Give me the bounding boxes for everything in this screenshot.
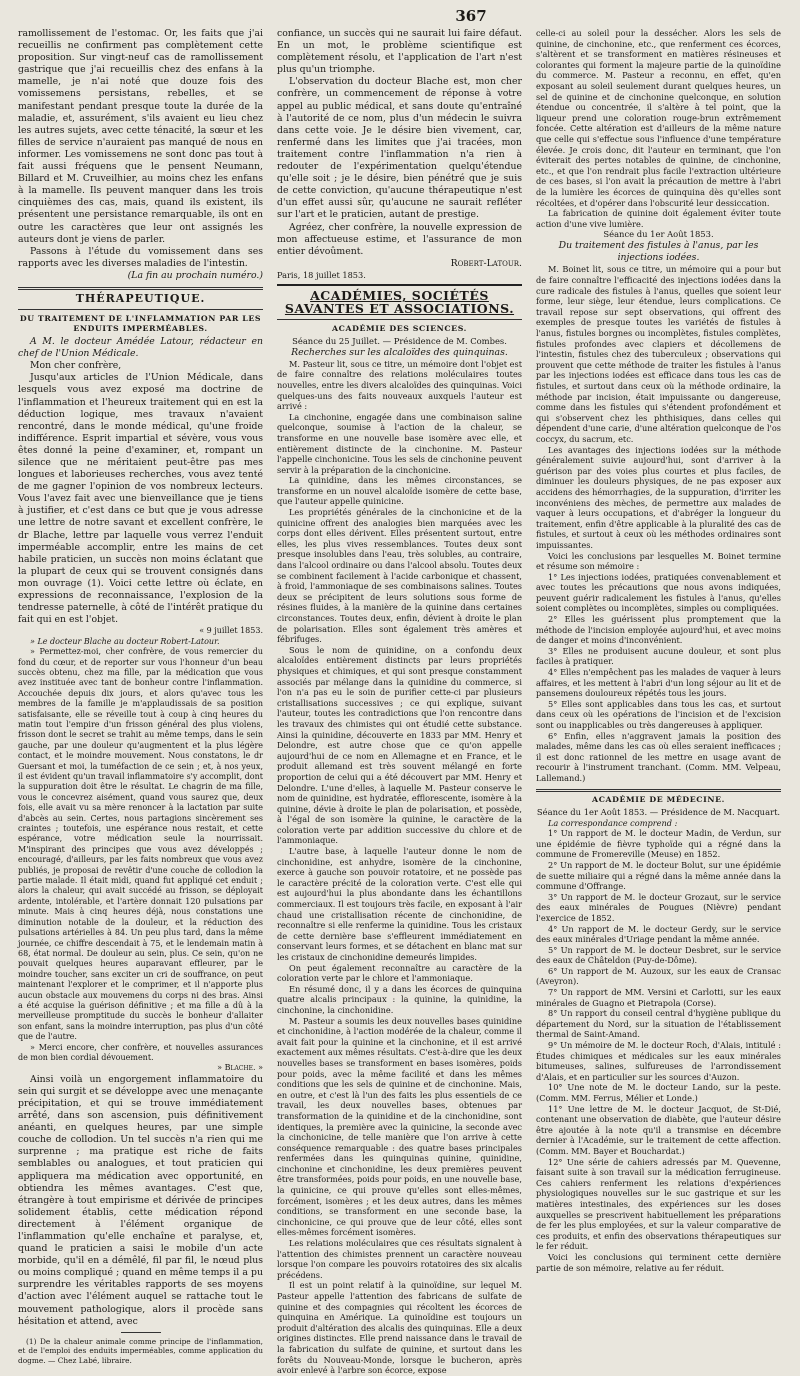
paragraph: Il est un point relatif à la quinoïdine, sur lequel M. Pasteur appelle l'attention des fabricans de sulfate de quinine et des compagnies qui récoltent les écorces de quinquina en Amérique. La quinoïdine est toujours un produit d'altération des alcalis des quinquinas. Elle a deux origines distinctes. Elle prend naissance dans le travail de la fabrication du sulfate de quinine, et surtout dans les forêts du Nouveau-Monde, lorsque le bucheron, après avoir enlevé à l'arbre son écorce, expose: [277, 1280, 522, 1376]
divider: [277, 284, 522, 286]
paragraph: M. Pasteur a soumis les deux nouvelles bases quinidine et cinchonidine, à l'action modérée de la chaleur, comme il avait fait pour la quinine et la cinchonine, et il est arrivé exactement aux mêmes résultats. C'est-à-dire que les deux nouvelles bases se transforment en bases isomères, poids pour poids, avec la même facilité et dans les mêmes conditions que les sels de quinine et de cinchonine. Mais, en outre, et c'est là l'un des faits les plus essentiels de ce travail, les deux nouvelles bases, obtenues par transformation de la quinidine et de la cinchonidine, sont identiques, la première avec la quinicine, la seconde avec la cinchonicine, de telle manière que l'on arrive à cette conséquence remarquable : des quatre bases principales renfermées dans les quinquinas quinine, quinidine, cinchonine et cinchonidine, les deux premières peuvent être transformées, poids pour poids, en une nouvelle base, la quinicine, ce qui prouve qu'elles sont elles-mêmes, forcément, isomères ; et les deux autres, dans les mêmes conditions, se transforment en une seconde base, la cinchonicine, ce qui prouve que de leur côté, elles sont elles-mêmes forcément isomères.: [277, 1015, 522, 1238]
paragraph: La correspondance comprend :: [548, 817, 678, 828]
conclusion-item: 6° Enfin, elles n'aggravent jamais la position des malades, même dans les cas où elles seraient inefficaces ; il est donc rationnel de les mettre en usage avant de recourir à l'instrument tranchant. (Comm. MM. Velpeau, Lallemand.): [536, 730, 781, 783]
signature-date: Paris, 18 juillet 1853.: [277, 269, 366, 280]
paragraph: Jusqu'aux articles de l'Union Médicale, dans lesquels vous avez exposé ma doctrine de l'inflammation et l'heureux traitement qui en est la déduction logique, mes travaux n'avaient rencontré, dans le monde médical, qu'une froide indifférence. Esprit impartial et sévère, vous vous êtes donné la peine d'examiner, et, rompant un silence que ne méritaient peut-être pas mes longues et laborieuses recherches, vous avez tenté de me gagner l'opinion de vos nombreux lecteurs. Vous l'avez fait avec une bienveillance que je tiens à justifier, et c'est dans ce but que je vous adresse une lettre de notre savant et excellent confrère, le dr Blache, lettre par laquelle vous verrez l'enduit imperméable accomplir, entre les mains de cet habile praticien, un succès non moins éclatant que la plupart de ceux qui se trouvent consignés dans mon ouvrage (1). Voici cette lettre où éclate, en expressions de reconnaissance, l'explosion de la tendresse paternelle, à côté de l'intérêt pratique du fait qui en est l'objet.: [18, 372, 263, 626]
divider: [536, 789, 781, 792]
list-item: 9° Un mémoire de M. le docteur Roch, d'Alais, intitulé : Études chimiques et médicales sur les eaux minérales bitumeuses, salines, sulfureuses de l'arrondissement d'Alais, et en particulier sur les sources d'Auzon.: [536, 1040, 781, 1082]
footnote-text: (1) De la chaleur animale comme principe de l'inflammation, et de l'emploi des enduits imperméables, comme application du dogme. — Chez Labé, libraire.: [18, 1336, 263, 1365]
list-item: 11° Une lettre de M. le docteur Jacquot, de St-Dié, contenant une observation de diabète, que l'auteur désire être ajoutée à la note qu'il a transmise en décembre dernier à l'Académie, sur le traitement de cette affection. (Comm. MM. Bayer et Bouchardat.): [536, 1103, 781, 1156]
divider: [18, 287, 263, 290]
conclusion-item: 1° Les injections iodées, pratiquées convenablement et avec toutes les précautions que nous avons indiquées, peuvent guérir radicalement les fistules à l'anus, qu'elles soient complètes ou incomplètes, simples ou compliquées.: [536, 571, 781, 614]
list-item: 4° Un rapport de M. le docteur Gerdy, sur le service des eaux minérales d'Uriage pendant la même année.: [536, 923, 781, 945]
list-item: 1° Un rapport de M. le docteur Madin, de Verdun, sur une épidémie de fièvre typhoïde qui a régné dans la commune de Fromereville (Meuse) en 1852.: [536, 828, 781, 860]
paragraph: Agréez, cher confrère, la nouvelle expression de mon affectueuse estime, et l'assurance de mon entier dévoûment.: [277, 221, 522, 257]
list-item: 2° Un rapport de M. le docteur Bolut, sur une épidémie de suette miliaire qui a régné dans la même année dans la commune d'Offrange.: [536, 859, 781, 892]
section-title: ACADÉMIES, SOCIÉTÉS SAVANTES ET ASSOCIATIONS.: [284, 288, 515, 316]
letter-paragraph: » Permettez-moi, cher confrère, de vous remercier du fond du cœur, et de reporter sur vous l'honneur d'un beau succès obtenu, chez ma fille, par la médication que vous avez instituée avec tant de bonheur contre l'inflammation. Accouchée depuis dix jours, et alors qu'avec tous les membres de la famille je m'applaudissais de sa position satisfaisante, elle se réveille tout à coup à cinq heures du matin tout l'empire d'un frisson général des plus violens, frisson dont le secret se trahit au même temps, dans le sein gauche, par une douleur qu'augmentent et la plus légère contact, et le moindre mouvement. Nous constatons, le dr Guersant et moi, la tuméfaction de ce sein ; et, à nos yeux, il est évident qu'un travail inflammatoire s'y accomplit, dont la suppuration doit être le résultat. Le chagrin de ma fille, vous le concevrez aisément, quand vous saurez que, deux fois, elle avait vu sa mère renoncer à la lactation par suite d'abcès au sein. Certes, nous partagions sincèrement ses craintes ; toutefois, une espérance nous restait, et cette espérance, votre médication seule la nourrissait. M'inspirant des principes que vous avez développés ; encouragé, d'ailleurs, par les faits nombreux que vous avez publiés, je proposai de revêtir d'une couche de collodion la partie malade. Il était midi, quand fut appliqué cet enduit ; alors la chaleur, qui avait succédé au frisson, se déployait ardente, intolérable, et l'artère donnait 120 pulsations par minute. Mais à cinq heures déjà, nous constations une diminution notable de la douleur, et la réduction des pulsations artérielles à 84. Un peu plus tard, dans la même journée, ce chiffre descendait à 75, et le lendemain matin à 68, état normal. De douleur au sein, plus. Ce sein, qu'on ne pouvait quelques heures auparavant effleurer, par le moindre toucher, sans exciter un cri de souffrance, on peut maintenant l'explorer et le comprimer, et il n'apporte plus aucun obstacle aux mouvemens du corps ni des bras. Ainsi a été acquise la guérison définitive ; et ma fille a dû à la merveilleuse promptitude du succès le bonheur d'allaiter son enfant, sans la moindre interruption, pas plus d'un côté que de l'autre.: [18, 647, 263, 1042]
paragraph: Les relations moléculaires que ces résultats signalent à l'attention des chimistes prennent un caractère nouveau lorsque l'on compare les pouvoirs rotatoires des six alcalis précédens.: [277, 1238, 522, 1280]
list-item: Voici les conclusions qui terminent cette dernière partie de son mémoire, relative au fer réduit.: [536, 1251, 781, 1273]
divider: [277, 319, 522, 320]
paragraph: Les propriétés générales de la cinchonicine et de la quinicine offrent des analogies bien marquées avec les corps dont elles dérivent. Elles présentent surtout, entre elles, les plus vives ressemblances. Toutes deux sont presque insolubles dans l'eau, très solubles, au contraire, dans l'alcool ordinaire ou dans l'alcool absolu. Toutes deux se combinent facilement à l'acide carbonique et chassent, à froid, l'ammoniaque de ses combinaisons salines. Toutes deux se précipitent de leurs solutions sous forme de résines fluides, à la manière de la quinine dans certaines circonstances. Toutes deux, enfin, dévient à droite le plan de polarisation. Elles sont également très amères et fébrifuges.: [277, 507, 522, 645]
academy-heading: ACADÉMIE DE MÉDECINE.: [592, 794, 725, 804]
article-title: Recherches sur les alcaloïdes des quinquinas.: [291, 346, 508, 358]
divider: [18, 309, 263, 310]
salutation: Mon cher confrère,: [30, 360, 122, 372]
footnote: [18, 1337, 263, 1365]
paragraph: La cinchonine, engagée dans une combinaison saline quelconque, soumise à l'action de la chaleur, se transforme en une nouvelle base isomère avec elle, et entièrement distincte de la cinchonine. M. Pasteur l'appelle cinchonicine. Tous les sels de cinchonine peuvent servir à la préparation de la cinchonicine.: [277, 411, 522, 475]
page-number: 367: [455, 7, 487, 25]
paragraph: ramollissement de l'estomac. Or, les faits que j'ai recueillis ne confirment pas complètement cette proposition. Sur vingt-neuf cas de ramollissement gastrique que j'ai recueillis chez des enfans à la mamelle, je n'ai noté que douze fois des vomissemens persistans, rebelles, et se manifestant pendant presque toute la durée de la maladie, et, assurément, s'ils avaient eu lieu chez les autres sujets, avec cette ténacité, la sœur et les filles de service n'auraient pas manqué de nous en informer. Les vomissemens ne sont donc pas tout à fait aussi fréquens que le pensent Neumann, Billard et M. Cruveilhier, au moins chez les enfans à la mamelle. Ils peuvent manquer dans les trois cinquièmes des cas, mais, quand ils existent, ils présentent une persistance remarquable, ils ont en outre les caractères que leur ont assignés les auteurs dont je viens de parler.: [18, 28, 263, 245]
paragraph: Les avantages des injections iodées sur la méthode généralement suivie aujourd'hui, sont d'arriver à la guérison par des voies plus courtes et plus faciles, de diminuer les douleurs physiques, de ne pas exposer aux accidens des hémorrhagies, de la suppuration, d'irriter les inconvéniens des mèches, de permettre aux malades de vaquer à leurs occupations, et d'abréger la longueur du traitement, enfin d'être applicable à la pluralité des cas de fistules, et surtout à ceux où les méthodes ordinaires sont impuissantes.: [536, 444, 781, 550]
conclusion-item: 2° Elles les guérissent plus promptement que la méthode de l'incision employée aujourd'hui, et avec moins de danger et moins d'inconvénient.: [536, 614, 781, 646]
column-middle: [277, 28, 522, 1376]
paragraph: confiance, un succès qui ne saurait lui faire défaut. En un mot, le problème scientifique est complètement résolu, et l'application de l'art n'est plus qu'un triomphe.: [277, 28, 522, 76]
list-item: 10° Une note de M. le docteur Lando, sur la peste. (Comm. MM. Ferrus, Mélier et Londe.): [536, 1082, 781, 1103]
letter-paragraph: » Merci encore, cher confrère, et nouvelles assurances de mon bien cordial dévouement.: [18, 1042, 263, 1062]
footnote-divider: [121, 1332, 161, 1333]
list-item: 6° Un rapport de M. Auzoux, sur les eaux de Cransac (Aveyron).: [536, 965, 781, 987]
paragraph: L'autre base, à laquelle l'auteur donne le nom de cinchonidine, est anhydre, isomère de la cinchonine, exerce à gauche son pouvoir rotatoire, et ne possède pas le caractère précité de la coloration verte. C'est elle qui est aujourd'hui la plus abondante dans les échantillons commerciaux. Il est toujours très facile, en exposant à l'air chaud une cristallisation récente de cinchonidine, de reconnaître si elle renferme la quinidine. Tous les cristaux de cette dernière base s'effleurent immédiatement en conservant leurs formes, et se détachent en blanc mat sur les cristaux de cinchonidine demeurés limpides.: [277, 846, 522, 962]
session-line: Séance du 1er Août 1853.: [603, 229, 714, 240]
paragraph: Sous le nom de quinidine, on a confondu deux alcaloïdes entièrement distincts par leurs propriétés physiques et chimiques, et qui sont presque constamment associés par mélange dans la quinidine du commerce, si l'on n'a pas eu le soin de purifier cette-ci par plusieurs cristallisations successives ; ce qui explique, suivant l'auteur, toutes les contradictions que l'on rencontre dans les travaux des chimistes qui ont étudié cette substance. Ainsi la quinidine, découverte en 1833 par MM. Henry et Delondre, est autre chose que ce qu'on appelle aujourd'hui de ce nom en Allemagne et en France, et le produit allemand est très souvent mélangé en forte proportion de celui qui a été découvert par MM. Henry et Delondre. L'une d'elles, à laquelle M. Pasteur conserve le nom de quinidine, est hydratée, efflorescente, isomère à la quinine, dévie à droite le plan de polarisation, et possède, à l'égal de son isomère la quinine, le caractère de la coloration verte par addition successive du chlore et de l'ammoniaque.: [277, 644, 522, 846]
paragraph: Ainsi voilà un engorgement inflammatoire du sein qui surgit et se développe avec une menaçante précipitation, et qui se trouve immédiatement arrêté, dans son ascension, puis définitivement anéanti, en quelques heures, par une simple couche de collodion. Un tel succès n'a rien qui me surprenne ; ma pratique est riche de faits semblables ou analogues, et tout praticien qui appliquera ma médication avec opportunité, en obtiendra les mêmes avantages. C'est que, étrangère à tout empirisme et dérivée de principes solidement établis, cette médication répond directement à l'élément organique de l'inflammation qu'elle enchaîne et paralyse, et, quand le praticien a saisi le mobile d'un acte morbide, qu'il en a démêlé, fil par fil, le nœud plus ou moins compliqué ; quand en même temps il a pu surprendre les véritables rapports de ses moyens d'action avec l'élément auquel se rattache tout le mouvement pathologique, alors il procède sans hésitation et attend, avec: [18, 1073, 263, 1327]
list-item: 12° Une série de cahiers adressés par M. Quevenne, faisant suite à son travail sur la médication ferrugineuse. Ces cahiers renferment les relations d'expériences physiologiques nouvelles sur le suc gastrique et sur les matières intestinales, des expériences sur les doses auxquelles se prescrivent habituellement les préparations de fer les plus employées, et sur la valeur comparative de ces produits, et enfin des observations thérapeutiques sur le fer réduit.: [536, 1156, 781, 1252]
article-heading: DU TRAITEMENT DE L'INFLAMMATION PAR LES ENDUITS IMPERMÉABLES.: [19, 314, 262, 334]
article-title: Du traitement des fistules à l'anus, par les injections iodées.: [558, 240, 759, 264]
signature: Robert-Latour.: [450, 257, 522, 269]
paragraph: On peut également reconnaître au caractère de la coloration verte par le chlore et l'ammoniaque.: [277, 962, 522, 984]
letter-signature: » Blache. »: [217, 1063, 263, 1073]
section-title: THÉRAPEUTIQUE.: [75, 291, 206, 305]
list-item: 5° Un rapport de M. le docteur Desbret, sur le service des eaux de Châteldon (Puy-de-Dôme).: [536, 944, 781, 966]
paragraph: celle-ci au soleil pour la dessécher. Alors les sels de quinine, de cinchonine, etc., que renferment ces écorces, s'altèrent et se transforment en matières résineuses et colorantes qui forment la majeure partie de la quinoïdine du commerce. M. Pasteur a reconnu, en effet, qu'en exposant au soleil seulement durant quelques heures, un sel de quinine et de cinchonine quelconque, en solution étendue ou concentrée, il s'altère à tel point, que la liqueur prend une coloration rouge-brun extrêmement foncée. Cette altération est d'ailleurs de la même nature que celle qui s'effectue sous l'influence d'une température élevée. Je crois donc, dit l'auteur en terminant, que l'on éviterait des pertes notables de quinine, de cinchonine, etc., et que l'on rendrait plus facile l'extraction ultérieure de ces bases, si l'on avait la précaution de mettre à l'abri de la lumière les écorces de quinquina dès qu'elles sont récoltées, et d'opérer dans l'obscurité leur dessiccation.: [536, 28, 781, 208]
paragraph: Passons à l'étude du vomissement dans ses rapports avec les diverses maladies de l'intestin.: [18, 245, 263, 269]
letter-header: » Le docteur Blache au docteur Robert-Latour.: [30, 636, 220, 646]
paragraph: La quinidine, dans les mêmes circonstances, se transforme en un nouvel alcaloïde isomère de cette base, que l'auteur appelle quinicine.: [277, 475, 522, 507]
letter-date: « 9 juillet 1853.: [199, 626, 263, 636]
academy-heading: ACADÉMIE DES SCIENCES.: [332, 323, 467, 333]
paragraph: M. Pasteur lit, sous ce titre, un mémoire dont l'objet est de faire connaître des relations moléculaires toutes nouvelles, entre les divers alcaloïdes des quinquinas. Voici quelques-uns des faits nouveaux auxquels l'auteur est arrivé :: [277, 358, 522, 412]
list-item: 3° Un rapport de M. le docteur Grozaut, sur le service des eaux minérales de Pougues (Nièvre) pendant l'exercice de 1852.: [536, 891, 781, 923]
paragraph: Voici les conclusions par lesquelles M. Boinet termine et résume son mémoire :: [536, 550, 781, 572]
to-be-continued: (La fin au prochain numéro.): [127, 269, 263, 281]
session-line: Séance du 1er Août 1853. — Présidence de M. Nacquart.: [536, 806, 781, 817]
address-line: A M. le docteur Amédée Latour, rédacteur en chef de l'Union Médicale.: [18, 336, 263, 360]
paragraph: M. Boinet lit, sous ce titre, un mémoire qui a pour but de faire connaître l'efficacité des injections iodées dans la cure radicale des fistules à l'anus, quelles que soient leur forme, leur siège, leur étendue, leurs complications. Ce travail repose sur sept observations, qui offrent des exemples de presque toutes les variétés de fistules à l'anus, fistules borgnes ou incomplètes, fistules complètes, fistules profondes avec clapiers et décollemens de l'intestin, fistules chez des tuberculeux ; observations qui prouvent que cette méthode de traiter les fistules à l'anus par les injections iodées est efficace dans tous les cas de fistules, et surtout dans ceux où la méthode ordinaire, la méthode par incision, était impuissante ou dangereuse, comme dans les fistules qui s'étendent profondément et qui s'observent chez les phthisiques, dans celles qui dépendent d'une carie, d'une altération quelconque de l'os coccyx, du sacrum, etc.: [536, 264, 781, 444]
column-right: [536, 28, 781, 1376]
list-item: 7° Un rapport de MM. Versini et Carlotti, sur les eaux minérales de Guagno et Pietrapola (Corse).: [536, 987, 781, 1008]
conclusion-item: 5° Elles sont applicables dans tous les cas, et surtout dans ceux où les opérations de l'incision et de l'excision sont ou inapplicables ou très dangereuses à appliquer.: [536, 698, 781, 730]
session-line: Séance du 25 Juillet. — Présidence de M. Combes.: [292, 335, 507, 346]
paragraph: En résumé donc, il y a dans les écorces de quinquina quatre alcalis principaux : la quinine, la quinidine, la cinchonine, la cinchonidine.: [277, 983, 522, 1015]
column-left: [18, 28, 263, 1376]
list-item: 8° Un rapport du conseil central d'hygiène publique du département du Nord, sur la situation de l'établissement thermal de Saint-Amand.: [536, 1008, 781, 1040]
conclusion-item: 3° Elles ne produisent aucune douleur, et sont plus faciles à pratiquer.: [536, 645, 781, 667]
paragraph: La fabrication de quinine doit également éviter toute action d'une vive lumière.: [536, 208, 781, 229]
paragraph: L'observation du docteur Blache est, mon cher confrère, un commencement de réponse à votre appel au public médical, et sans doute qu'entraîné à l'autorité de ce nom, plus d'un médecin le suivra dans cette voie. Je le désire bien vivement, car, renfermé dans les limites que j'ai tracées, mon traitement contre l'inflammation n'a rien à redouter de l'expérimentation quelqu'étendue qu'elle soit ; je le désire, bien pénétré que je suis de cette conviction, qu'aucune thérapeutique n'est d'un effet aussi sûr, qu'aucune ne saurait refléter sur l'art et le praticien, autant de prestige.: [277, 76, 522, 221]
conclusion-item: 4° Elles n'empêchent pas les malades de vaquer à leurs affaires, et les mettent à l'abri d'un long séjour au lit et de pansemens douloureux répétés tous les jours.: [536, 667, 781, 699]
columns: [18, 28, 784, 1376]
